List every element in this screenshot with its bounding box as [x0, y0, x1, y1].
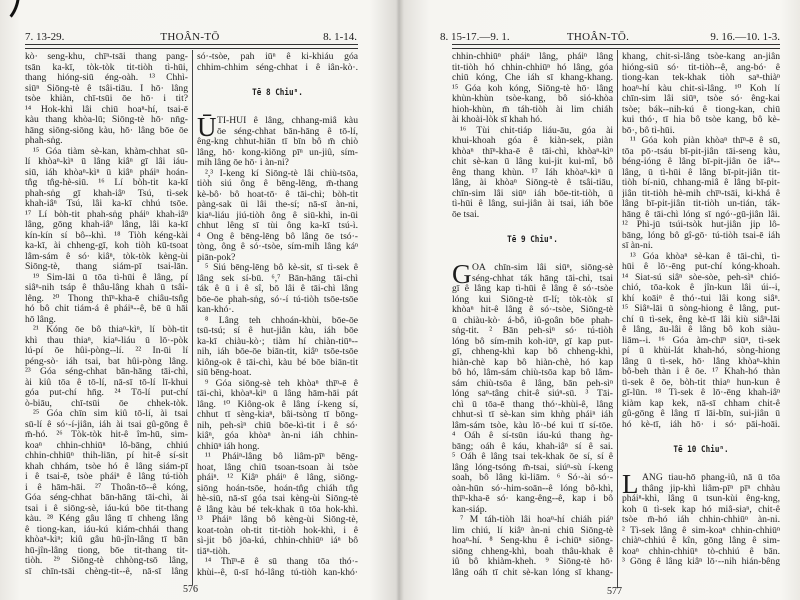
text-line: nih, peh-sìⁿ chiū bōe-kì-tit i ê só· — [197, 420, 358, 431]
text-line: bô-beh thàn i ê ōe. ¹⁷ Khah-hó thàn — [622, 367, 780, 377]
text-line: thâng jip-khì liâm-pīⁿ pīⁿ chhàu — [642, 483, 780, 494]
text-line: góa put-chí hn̄g. ²⁴ Tō-lí put-chí — [25, 388, 188, 398]
header-rule — [452, 44, 780, 49]
text-line: ²,³ Ī-keng kí Siōng-tè lâi chiù-tsōa, — [205, 168, 358, 179]
text-line: hó kè-tī, iáh hō· i só· pāi-hoāi. — [622, 419, 780, 430]
text-line: khí koāiⁿ ê thó·-tui lâi kong siâⁿ. — [622, 293, 780, 304]
chapter-opening-paragraph — [622, 469, 780, 526]
text-line: pháiⁿ-khì, lâng ū tsun-kùi êng-kng, — [622, 494, 780, 504]
text-line: ¹¹ Góa koh piàn khòaⁿ thīⁿ-ē ê sū, — [630, 136, 780, 146]
text-line: khah chhám, tsòe hó ê lâng siám-pī — [25, 461, 188, 472]
text-line: lâng, ū tì-hūi ê lâng bī-pit-jiân tit- — [622, 167, 780, 178]
text-line: chīn-sim lâi siūⁿ, tsòe só· êng-kai — [622, 94, 780, 104]
text-line: hūi ê lō·-ēng put-chí kóng-khoah. — [622, 262, 780, 272]
text-line: hō lâng. — [25, 314, 56, 325]
text-line: lâng lóng-tsóng m̄-tsai, siúⁿ-sù í-keng — [452, 462, 613, 473]
text-line: lâng, gōng khah-iâⁿ lâng, lâi ka-kī — [25, 220, 188, 230]
text-line: ka-kī, ài chheng-gī, koh tiòh kū-tsoat — [25, 241, 188, 251]
chapter-heading: Tē 8 Chiuⁿ. — [252, 88, 303, 98]
text-line: kàu thang khòa-lū; Siōng-tè hō· nn̄g- — [25, 115, 188, 125]
text-line: sī àn-ni. — [622, 241, 653, 251]
text-line: tì-hūi ê lâng, sui-jiân ài tsai, iáh bōe — [452, 199, 613, 209]
text-line: gû-gōng ê lâng tī lāi-bīn, sui-jiân ū — [622, 409, 780, 419]
text-line: piān-pok? — [197, 252, 236, 263]
text-line: pàng-sak ūi lâi the-sí; nā-sī àn-ni, — [197, 200, 358, 210]
text-line: lâng, ài khòaⁿ Siōng-tè ê tsâi-tiāu, — [452, 178, 613, 188]
text-line: tsān ka-kī, tòk-tòk tit-tiòh tì-hūi, — [25, 62, 188, 73]
text-line: oàn-hūn só·-him-soān--ê lóng bô-khì, — [452, 483, 613, 494]
text-line: ⁸ Lâng teh chhoán-khùi, bōe-ōe — [205, 315, 358, 326]
text-line: siōng chheng-khì, boah thâu-khak ê — [452, 546, 613, 557]
text-line: pí ū khùi-lát khah-hó, sòng-hiong — [622, 346, 780, 356]
text-line: nih, iáh bōe-ōe biān-tit, kiâⁿ tsōe-tsōe — [197, 347, 358, 357]
text-line: thang hióng-siū éng-oàh. ¹³ Chhì- — [25, 73, 188, 83]
text-line: koh ū tì-sek kap hó miâ-siaⁿ, chit-ê — [622, 504, 780, 515]
text-line: khùn-khùn tsòe-kang, bô sió-khòa — [452, 94, 613, 104]
text-line: tiòh siú ông ê bēng-lēng, m̄-thang — [197, 179, 358, 189]
text-line: tsai i ê siōng-sè, iáu-kú bōe tit-thang — [25, 503, 188, 514]
text-column-2 — [622, 52, 780, 568]
text-line: ÓA chīn-sim lâi siūⁿ, siōng-sè — [472, 263, 613, 273]
text-line: chí ū tì-sek, êng kè-tī lâi kiù siâⁿ-lāi — [622, 314, 780, 325]
text-line: i ê tsai-ē, tsòe pháiⁿ ê lâng tú-tiòh — [25, 472, 188, 482]
chapter-heading: Tē 9 Chiuⁿ. — [507, 235, 558, 245]
text-line: ²³ Góa séng-chhat bān-hāng tāi-chì, — [25, 367, 188, 377]
header-book-title: THOÂN-TŌ. — [566, 31, 630, 43]
text-line: siūⁿ Siōng-tè ê tsâi-tiāu. I hō· lâng — [25, 83, 188, 94]
text-line: hāng ê tāi-chì lóng sī ngó·-gū-jiân lâi. — [622, 209, 780, 220]
text-line: ¹² Phì-jū tsúi-tsòk hut-jiân jip lô- — [622, 220, 780, 230]
text-line: lâm-sám tsòe, kàu lō·-bé kui tī sí-tōe. — [452, 420, 613, 431]
header-chapter-range-right: 9. 16.—10. 1-3. — [710, 31, 780, 43]
text-line: thīⁿ-kha-ē só· kang-êng--ê, kap i bô — [452, 494, 613, 504]
text-line: ⁷ M̄ táh-tiòh lâi hoaⁿ-hí chiáh piáⁿ — [460, 515, 613, 525]
text-line: péng-sò· iáh tsai, bat hûi-pòng lâng. — [25, 356, 188, 367]
text-line: liām--i. ¹⁶ Góa àm-chīⁿ siūⁿ, tì-sek — [622, 335, 780, 346]
text-line: kui thó·, tī hia bô tsòe kang, bô kè- — [622, 115, 780, 125]
text-line: mih lâng ōe hō· i àn-ni? — [197, 158, 289, 168]
text-line: ka-kī chiàu-kò·; tiàm hí chiàn-tiūⁿ-- — [197, 336, 358, 347]
text-line: soah, bô lâng kì-liām. ⁶ Só·-ài só·- — [452, 473, 613, 483]
text-line: êng-kng chhut-hiān tī bīn bô m̄ chiò — [197, 137, 358, 147]
text-line: ²¹ Kóng ōe bô thiaⁿ-kìⁿ, lí bòh-tit — [33, 325, 188, 335]
text-line: sī chīn-tsāi chèng-tit--ê, nā-sī lâng — [25, 566, 188, 577]
text-line: chì ū tōa-ē thang thó·-khùi-ê, lâng — [452, 399, 613, 410]
text-line: kò· seng-khu, chīⁿ-tsāi thang pang- — [25, 52, 188, 62]
text-line: ²⁵ Góa chīn sim kiû tō-lí, ài tsai — [33, 409, 188, 419]
text-line: chit sè-kan ū lâng kui-jit kui-mî, bô — [452, 157, 613, 167]
text-line: lêng. ²⁰ Thong thīⁿ-kha-ē chiâu-tsn̂g — [25, 293, 188, 304]
text-line: lâm-sám ê só· kiâⁿ, tòk-tòk kèng-ùi — [25, 251, 188, 262]
text-line: khah-iâⁿ Tsú, lâi ka-kī chhú tsōe. — [25, 199, 188, 209]
text-line: ¹⁴ Siat-sú siâⁿ sòe-sòe, peh-sìⁿ chió- — [622, 272, 780, 283]
text-line: chhut-sì tī sè-kan sim khǹg pháiⁿ iáh — [452, 410, 613, 420]
text-line: ài khoài-lòk sī khah hó. — [452, 115, 543, 125]
text-line: ³ Gōng ê lâng kiâⁿ lō·--nih hián-bêng — [622, 557, 780, 567]
text-line: ¹¹ Pháiⁿ-lâng bô liâm-pīⁿ bēng- — [205, 452, 358, 462]
text-line: tiòh. ²⁹ Siōng-tè chhòng-tsō lâng, — [25, 556, 188, 566]
text-line: ÂNG tiau-hō phang-iû, nā ū tōa — [642, 473, 780, 483]
text-line: kiông-ok ê tāi-chì, kàu bé bōe biān-tit — [197, 357, 358, 368]
page-number: 577 — [607, 586, 622, 597]
text-line: ¹⁶ Tùi chit-tiáp liáu-āu, góa ài — [460, 125, 613, 136]
text-line: hoaⁿ-hí kàu chit-sì-lâng. ¹⁰ Koh lí — [622, 83, 780, 94]
text-line: hó bô chit tiám-á ê pháiⁿ--ê, bē ū hāi — [25, 304, 188, 314]
text-line: kàu. ²⁸ Kéng gâu lâng tī chheng lâng — [25, 514, 188, 524]
text-line: ¹⁴ Hok-khì lâi chiū hoaⁿ-hí, tsai-ē — [25, 104, 188, 115]
text-line: séng-chhat ták hāng tāi-chì, tsai — [472, 273, 613, 284]
text-line: tit-tiòh hó chhin-chhiūⁿ hó lâng, góa — [452, 62, 613, 73]
text-line: chiū kóng, Che iáh sī khang-khang. — [452, 73, 613, 83]
text-line: lâng sek sí-bū. ⁶,⁷ Bān-hāng tāi-chì — [197, 273, 358, 284]
text-line: ê lâng kàu bé tek-khak ū tōa hok-khì. — [197, 504, 358, 515]
text-line: khòaⁿ-kìⁿ; kiû gâu hū-jîn-lâng tī bān — [25, 535, 188, 545]
text-line: siū, iáh khòaⁿ-kìⁿ ū kiâⁿ pháiⁿ hoán- — [25, 167, 188, 178]
text-line: ⁴ Oáh ê sí-tsūn iáu-kú thang ǹg- — [452, 431, 613, 441]
text-line: tòng, ông ê só·-tsòe, sím-mih lâng káⁿ — [197, 242, 358, 252]
text-line: koaⁿ chhin-chhiūⁿ tò-chhiú ê bān. — [622, 546, 780, 557]
text-line: koat-toàn oh-tit tit-tiòh hok-khì, i ê — [197, 525, 358, 536]
text-line: kan-khó·. — [197, 305, 235, 315]
text-line: ⁴ Ông ê bēng-lēng bô lâng ōe tsó·- — [197, 231, 358, 242]
text-line: khì thau thiaⁿ, kiaⁿ-liáu ū lō·-pòk — [25, 335, 188, 346]
text-line: béng-ióng ê lâng bī-pit-jiân ōe iâⁿ-- — [622, 157, 780, 167]
text-line: sū-lí ê só·-í-jiân, iáh ài tsai gû-gōng ê — [25, 419, 188, 430]
text-line: tōa pō·-tsáu bī-pit-jiân tāi-seng kàu, — [622, 146, 780, 157]
text-line: gī ê lâng kap tì-hūi ê lâng ê só·-tsòe — [452, 284, 613, 294]
text-line: ¹⁹ Sim-lāi ū tōa tì-hūi ê lâng, pí — [33, 272, 188, 283]
text-line: Siōng-tè, thang siám-pī tsai-lān. — [25, 262, 188, 272]
text-line: só·-tsòe, pah iūⁿ ê ki-khiáu góa — [197, 52, 358, 62]
text-line: gī-lūn. ¹⁸ Tì-sek ê lō·-ēng khah-iâⁿ — [622, 388, 780, 398]
chapter-opening-paragraph — [452, 259, 613, 379]
text-line: kan-siáp. — [452, 504, 487, 515]
text-line: tiāⁿ-tiòh. — [197, 546, 231, 557]
text-line: jiân tit-tiòh hè-mih chīⁿ-tsāi, ki-khá ê — [622, 188, 780, 199]
text-line: bāng; oáh ê káu, khah-iâⁿ sí ê sai. — [452, 441, 613, 452]
text-line: ⁵ Oáh ê lâng tsai tek-khak ōe sí, sí ê — [452, 452, 613, 462]
text-line: êng thang khùn. ¹⁷ Iáh khòaⁿ-kìⁿ ū — [452, 167, 613, 178]
text-line: ò-biāu, chī-tsūi ōe chhek-tòk. — [25, 398, 188, 409]
text-line: ū chiàu-kò· á-bô, iû-goân bōe phah- — [452, 315, 613, 326]
header-chapter-range-left: 7. 13-29. — [25, 31, 65, 43]
text-line: ¹⁵ Góa koh kóng, Siōng-tè hō· lâng — [452, 83, 613, 94]
text-line: chhin-chhiūⁿ pháiⁿ lâng, pháiⁿ lâng — [452, 52, 613, 62]
text-line: lóng saⁿ-tâng chit-ê siúⁿ-sū. ³ Tāi- — [452, 389, 613, 399]
text-line: siōng hoán-tsōe, hoán-tn̂g chiáh tn̂g — [197, 483, 358, 494]
text-line: ài kiû tōa ê tō-lí, nā-sī tō-lí lī-khui — [25, 377, 188, 388]
text-line: kiâⁿ, góa khòaⁿ àn-ni iáh chhin- — [197, 431, 358, 441]
text-line: khùi--ê, ū-sī hó-lâng tú-tiòh kan-khó· — [197, 567, 358, 578]
text-line: tsòe m̄-hó iáh chhin-chhiūⁿ àn-ni. — [622, 515, 780, 525]
text-line: kiaⁿ-liáu jiú-tiòh ông ê siū-khì, in-ūi — [197, 210, 358, 221]
text-line: khang, chit-sì-lâng tsòe-kang an-jiân — [622, 52, 780, 62]
text-line: tsòe; bák--nih-kú ê tiong-kan, chiū — [622, 104, 780, 115]
drop-cap-letter: G — [452, 259, 472, 289]
text-line: hioh-khùn, m̄ táh-tiòh ài lim chiáh — [452, 104, 613, 115]
column-divider — [617, 50, 618, 588]
text-line: ¹³ Pháiⁿ lâng bô kèng-ùi Siōng-tè, — [197, 515, 358, 525]
text-line: lí khòaⁿ-kìⁿ ū lâng kiâⁿ gī lâi iáu- — [25, 157, 188, 167]
text-line: tāi-chì, khòaⁿ-kìⁿ ū lâng hām-hāi pát — [197, 389, 358, 399]
text-line: chhim-chhim séng-chhat i ê iân-kò·. — [197, 62, 358, 73]
text-line: hè-siū, nā-sī góa tsai kèng-ùi Siōng-tè — [197, 494, 358, 504]
text-line: lâng bī-pit-jiân tit-tiòh un-tián, ták- — [622, 199, 780, 209]
text-line: ê tiong-kan, iáu-kú kiám-chhái thang — [25, 524, 188, 535]
text-line: tn̂g tn̂g-hè-siū. ¹⁶ Lí bòh-tit ka-kī — [25, 178, 188, 188]
text-line: hoat, lâng chiū tsoan-tsoan ài tsòe — [197, 462, 358, 473]
text-line: koaⁿ chhin-chhiūⁿ lô-bāng, chhiú — [25, 440, 188, 451]
text-column-1 — [452, 52, 613, 578]
text-line: lim chiú, lí kiâⁿ àn-ni chiū Siōng-tè — [452, 525, 613, 536]
header-chapter-range-left: 8. 15-17.—9. 1. — [440, 31, 510, 43]
text-line: siū bēng-hoat. — [197, 368, 252, 378]
text-line: ¹⁵ Siâⁿ-lāi ū sòng-hiong ê lâng, put- — [622, 304, 780, 314]
text-line: hū-jîn-lâng tiong, bōe tit-thang tit- — [25, 545, 188, 556]
text-line: lóng bô sím-mih koh-iūⁿ, gī kap put- — [452, 336, 613, 347]
text-line: ¹⁴ Thīⁿ-ē ê sū thang tōa thó·- — [205, 557, 358, 567]
text-line: phah-sṅg gī khah-iâⁿ Tsú, tì-sek — [25, 188, 188, 199]
text-line: tì-sek ê ōe, bòh-tit thiaⁿ hun-kun ê — [622, 377, 780, 388]
text-line: phah-sṅg. — [25, 136, 63, 146]
text-line: chhin-chhiūⁿ thih-liān, pí hit-ê sí-sit — [25, 451, 188, 461]
text-line: khui-khoah góa ê kiàn-sek, piàn — [452, 136, 613, 146]
text-line: lâng oáh tī chit sè-kan lóng sī khang- — [452, 567, 613, 578]
text-line: ōe tsai. — [452, 209, 480, 220]
text-line: khòaⁿ hit-ê lâng ê só·-tsòe, Siōng-tè — [452, 305, 613, 315]
text-line: TÌ-HŪI ê lâng, chhang-miâ kàu — [217, 116, 358, 126]
text-line: ¹³ Góa khòaⁿ sè-kan ê tāi-chì, tì- — [630, 251, 780, 262]
text-line: chhiūⁿ iáh hong. — [197, 441, 260, 452]
header-chapter-range-right: 8. 1-14. — [323, 31, 357, 43]
text-line: sì-jit bô jōa-kú, chhin-chhiūⁿ iáⁿ bô — [197, 536, 358, 546]
text-line: ⁵ Siú bēng-lēng bô kè-sit, sī tì-sek ê — [205, 263, 358, 273]
chapter-heading: Tē 10 Chiuⁿ. — [673, 445, 729, 455]
text-line: tiong-kan tek-khak tiòh saⁿ-thiàⁿ — [622, 73, 780, 83]
drop-cap-letter: Ū — [197, 112, 217, 142]
text-line: ⁹ Góa siōng-sè teh khòaⁿ thīⁿ-ē ê — [205, 378, 358, 389]
text-line: Góa séng-chhat bān-hāng tāi-chì, ài — [25, 493, 188, 503]
text-line: m̄-hó. ²⁶ Tòk-tòk hit-ê îm-hū, sim- — [25, 430, 188, 440]
text-line: ōe séng-chhat bān-hāng ê tō-lí, — [217, 126, 358, 137]
text-line: kiàm kap kek, nā-sī chham chit-ê — [622, 398, 780, 409]
text-line: siâⁿ-nih tsáp ê thâu-lâng khah ū tsâi- — [25, 283, 188, 293]
text-line: lâng, hō· kong-kiōng pīⁿ un-jiû, sím- — [197, 147, 358, 158]
text-line: sám chiù-tsōa ê lâng, bān peh-sìⁿ — [452, 378, 613, 389]
text-line: ê lâng, āu-lâi ê lâng bô koh siàu- — [622, 325, 780, 335]
text-line: ták ê ū i ê sî, bō lâi ê tāi-chì lâng — [197, 284, 358, 294]
text-line: ² Tì-sek lâng ê sim-koaⁿ chhin-chhiūⁿ — [622, 525, 780, 536]
header-book-title: THOÂN-TŌ — [160, 31, 220, 43]
text-line: hiàn-chè kap bô hiàn-chè, hó kap — [452, 357, 613, 368]
text-line: bōe-ōe phah-sṅg, só·-í tú-tiòh tsōe-tsōe — [197, 294, 358, 305]
text-line: chiàⁿ-chhiú ê kîn, gōng lâng ê sim- — [622, 536, 780, 546]
text-line: chhut lêng sī tùi ông ka-kī tsú-ì. — [197, 221, 358, 231]
text-line: ¹⁷ Lí bòh-tit phah-sṅg pháiⁿ khah-iâⁿ — [25, 209, 188, 220]
text-line: bāng, lóng bô gî-gō· tú-tiòh tsai-ē iáh — [622, 230, 780, 241]
text-line: tsū-tsú; sí ê hut-jiân kàu, iáh bōe — [197, 326, 358, 336]
page-number: 576 — [183, 584, 198, 595]
text-line: hāng siōng-siōng kàu, hō· lâng bōe ōe — [25, 125, 188, 136]
text-line: i ê hām-hāi. ²⁷ Thoân-tō--ê kóng, — [25, 482, 188, 493]
text-line: lóng kui Siōng-tè tī-lí; tòk-tòk sī — [452, 294, 613, 305]
text-line: tsòe khiàn, chī-tsūi ōe hō· i tit? — [25, 94, 188, 104]
text-line: lâng. ¹⁰ Kiông-ok ê lâng í-keng sí, — [197, 399, 358, 410]
text-line: ¹⁵ Góa tiàm sè-kan, khàm-chhat sū- — [33, 146, 188, 157]
text-line: hióng-siū só· tit-tiòh--ê, ang-bó· ê — [622, 62, 780, 73]
text-line: gī, chheng-khì kap bô chheng-khì, — [452, 347, 613, 357]
text-line: chīn-sim lâi siūⁿ iáh bōe-tit-tiòh, ū — [452, 188, 613, 199]
text-line: kín-kín sí bô--khì. ¹⁸ Tiòh kéng-kài — [25, 230, 188, 241]
text-line: khòaⁿ thīⁿ-kha-ē ê tāi-chì, khòaⁿ-kìⁿ — [452, 146, 613, 157]
text-line: hoaⁿ-hí. ⁸ Seng-khu ê i-chiūⁿ siōng- — [452, 536, 613, 546]
text-line: bō·, bô tì-hūi. — [622, 125, 675, 136]
text-line: kè-bô· bô hoat-tō· ê tāi-chì; bòh-tit — [197, 189, 358, 200]
text-line: sṅg-tit. ² Bān peh-sìⁿ só· tú-tiòh — [452, 326, 613, 336]
text-line: lâng ū tì-sek, hō· lâng khòaⁿ-khin — [622, 356, 780, 367]
text-line: chió, tōa-kok ê jîn-kun lâi úi--i, — [622, 283, 780, 293]
text-line: tiòh bí-niū, chhang-miâ ê lâng bī-pit- — [622, 178, 780, 188]
text-line: bô hó, lâm-sám chiù-tsōa kap bô lâm- — [452, 368, 613, 378]
text-line: chhut tī sèng-kiaⁿ, bâi-tsòng tī bōng- — [197, 410, 358, 420]
text-line: iû bô khiàm-kheh. ⁹ Siōng-tè hō· — [452, 557, 613, 567]
text-line: pháiⁿ. ¹² Kiâⁿ pháiⁿ ê lâng, siōng- — [197, 473, 358, 483]
text-line: lú-pí ōe hûi-pòng--lí. ²² In-ūi lí — [25, 346, 188, 356]
drop-cap-letter: L — [622, 469, 639, 499]
